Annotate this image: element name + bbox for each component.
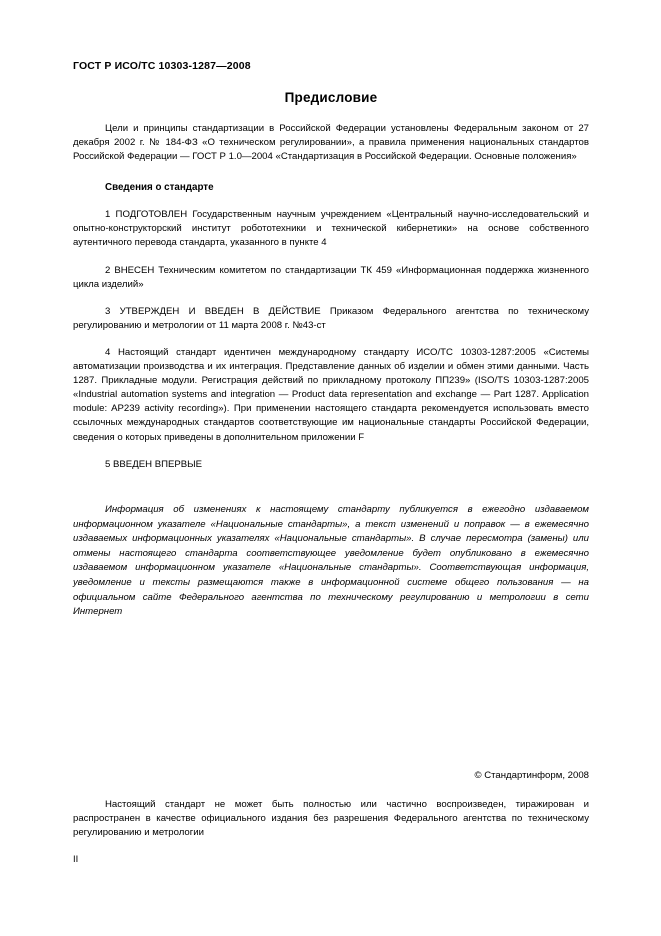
foreword-item-3: 3 УТВЕРЖДЕН И ВВЕДЕН В ДЕЙСТВИЕ Приказом Федерального агентства по техническому регулированию и метрологии от 11 марта 2008 г. №43-ст (73, 305, 589, 331)
spacer (73, 445, 589, 458)
copyright-line: © Стандартинформ, 2008 (474, 770, 589, 781)
spacer (73, 333, 589, 346)
spacer (73, 164, 589, 181)
page-title: Предисловие (284, 90, 378, 105)
foreword-intro-paragraph: Цели и принципы стандартизации в Российской Федерации установлены Федеральным законом от 27 декабря 2002 г. № 184-ФЗ «О техническом регулировании», а правила применения национальных стандартов Российской Федерации — ГОСТ Р 1.0—2004 «Стандартизация в Российской Федерации. Основные положения» (73, 123, 589, 163)
reproduction-note-text: Настоящий стандарт не может быть полностью или частично воспроизведен, тиражирован и распространен в качестве официального издания без разрешения Федерального агентства по техническому регулированию и метрологии (73, 799, 589, 839)
foreword-item-2: 2 ВНЕСЕН Техническим комитетом по стандартизации ТК 459 «Информационная поддержка жизненного цикла изделий» (73, 264, 589, 290)
spacer (73, 251, 589, 264)
foreword-item-5: 5 ВВЕДЕН ВПЕРВЫЕ (105, 458, 203, 470)
reproduction-note-block (73, 798, 589, 840)
foreword-item-4: 4 Настоящий стандарт идентичен международному стандарту ИСО/ТС 10303-1287:2005 «Системы автоматизации производства и их интеграция. Представление данных об изделии и обмен этими данными. Часть 1287. Прикладные модули. Регистрация действий по прикладному протоколу ПП239» (ISO/TS 10303-1287:2005 «Industrial automation systems and integration — Product data representation and exchange — Part 1287. Application module: AP239 activity recording»). При применении настоящего стандарта рекомендуется использовать вместо ссылочных международных стандартов соответствующие им национальные стандарты Российской Федерации, сведения о которых приведены в дополнительном приложении F (73, 346, 589, 443)
page-content (73, 0, 589, 936)
foreword-item-1: 1 ПОДГОТОВЛЕН Государственным научным учреждением «Центральный научно-исследовательский и опытно-конструкторский институт робототехники и технической кибернетики» на основе собственного аутентичного перевода стандарта, указанного в пункте 4 (73, 209, 589, 249)
amendment-notice-text: Информация об изменениях к настоящему стандарту публикуется в ежегодно издаваемом информационном указателе «Национальные стандарты», а текст изменений и поправок — в ежемесячно издаваемых информационных указателях «Национальные стандарты». В случае пересмотра (замены) или отмены настоящего стандарта соответствующее уведомление будет опубликовано в ежемесячно издаваемом информационном указателе «Национальные стандарты». Соответствующая информация, уведомление и тексты размещаются также в информационной системе общего пользования — на официальном сайте Федерального агентства по техническому регулированию и метрологии в сети Интернет (73, 504, 589, 618)
section-heading-standard-info: Сведения о стандарте (105, 182, 214, 194)
page-number: II (73, 853, 79, 864)
amendment-notice-block (73, 503, 589, 620)
foreword-body (73, 122, 589, 472)
spacer (73, 292, 589, 305)
standard-code-header: ГОСТ Р ИСО/ТС 10303-1287—2008 (73, 60, 251, 72)
spacer (73, 195, 589, 208)
